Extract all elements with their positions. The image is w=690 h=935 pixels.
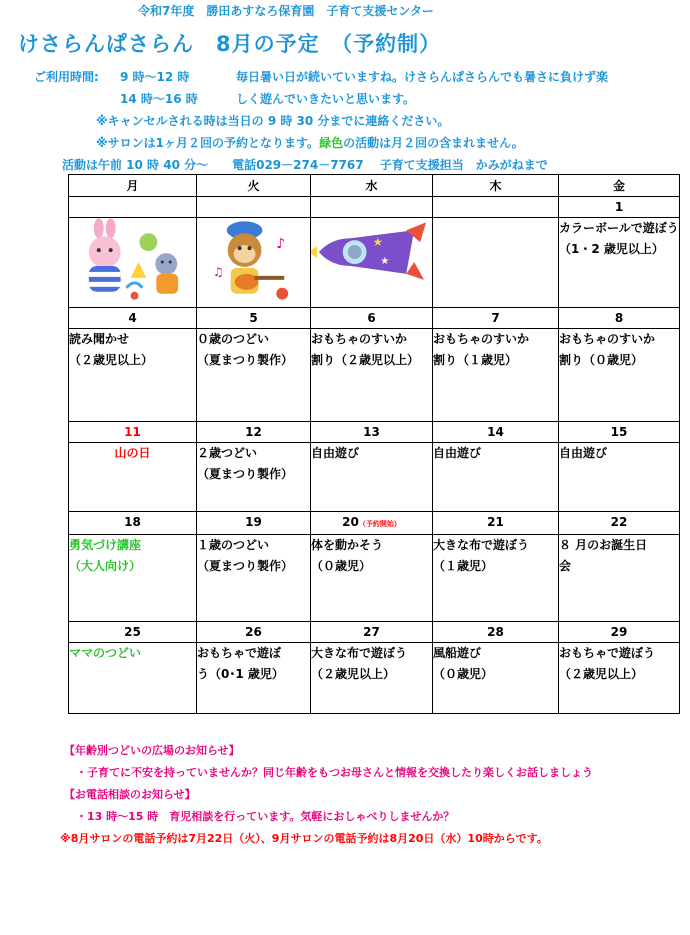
activity-cell-27 bbox=[311, 643, 433, 714]
hours-label: ご利用時間: bbox=[34, 70, 99, 84]
activity-line: おもちゃのすいか bbox=[311, 332, 408, 346]
weekday-thu: 木 bbox=[433, 175, 559, 197]
cancel-note: ※キャンセルされる時は当日の 9 時 30 分までに連絡ください。 bbox=[96, 114, 450, 128]
activity-cell-6 bbox=[311, 329, 433, 422]
date-cell-26: 26 bbox=[197, 622, 311, 643]
activity-line: 割り（２歳児以上） bbox=[311, 353, 420, 367]
svg-text:♫: ♫ bbox=[212, 264, 224, 279]
week-3-activity-row bbox=[69, 443, 680, 512]
activity-line: 割り（０歳児） bbox=[559, 353, 644, 367]
reservation-note: ※8月サロンの電話予約は7月22日（火）、9月サロンの電話予約は8月20日（水）10時からです。 bbox=[60, 832, 548, 845]
date-cell-29: 29 bbox=[559, 622, 680, 643]
hours-morning: 9 時～12 時 bbox=[120, 70, 190, 84]
activity-line: おもちゃのすいか bbox=[559, 332, 656, 346]
activity-cell-14: 自由遊び bbox=[433, 443, 559, 512]
activity-cell-13: 自由遊び bbox=[311, 443, 433, 512]
activity-line: おもちゃで遊ぼう bbox=[559, 646, 656, 660]
week-3-date-row bbox=[69, 422, 680, 443]
activity-cell-12 bbox=[197, 443, 311, 512]
activity-line: ０歳のつどい bbox=[197, 332, 270, 346]
activity-line: （２歳児以上） bbox=[559, 667, 644, 681]
date-cell-14: 14 bbox=[433, 422, 559, 443]
date-cell-19: 19 bbox=[197, 512, 311, 535]
rabbit-illustration bbox=[69, 218, 197, 308]
activity-cell-22 bbox=[559, 535, 680, 622]
week-1-date-row bbox=[69, 197, 680, 218]
activity-line: （夏まつり製作） bbox=[197, 467, 294, 481]
date-cell bbox=[69, 197, 197, 218]
reservation-start-label: （予約開始） bbox=[358, 520, 401, 528]
date-cell-21: 21 bbox=[433, 512, 559, 535]
greeting-line-1: 毎日暑い日が続いていますね。けさらんぱさらんでも暑さに負けず楽 bbox=[236, 70, 609, 84]
page-title: けさらんぱさらん 8月の予定 （予約制） bbox=[18, 32, 442, 56]
salon-note bbox=[96, 134, 524, 151]
date-cell-15: 15 bbox=[559, 422, 680, 443]
activity-cell-18 bbox=[69, 535, 197, 622]
weekday-mon: 月 bbox=[69, 175, 197, 197]
date-cell-7: 7 bbox=[433, 308, 559, 329]
activity-line: （０歳児） bbox=[433, 667, 494, 681]
contact-line: 活動は午前 10 時 40 分～ 電話029－274－7767 子育て支援担当 かみがねまで bbox=[62, 158, 548, 172]
activity-cell bbox=[433, 218, 559, 308]
salon-note-a: ※サロンは1ヶ月２回の予約となります。 bbox=[96, 136, 320, 150]
date-cell bbox=[197, 197, 311, 218]
rocket-illustration bbox=[311, 218, 433, 308]
date-20: 20 bbox=[342, 515, 359, 529]
date-cell-4: 4 bbox=[69, 308, 197, 329]
activity-cell-28 bbox=[433, 643, 559, 714]
date-cell-22: 22 bbox=[559, 512, 680, 535]
phone-consult-text: ・13 時～15 時 育児相談を行っています。気軽におしゃべりしませんか？ bbox=[76, 810, 455, 823]
date-cell-27: 27 bbox=[311, 622, 433, 643]
activity-cell-21 bbox=[433, 535, 559, 622]
activity-line: 会 bbox=[559, 559, 572, 573]
activity-line: ８ 月のお誕生日 bbox=[559, 538, 648, 552]
greeting-line-2: しく遊んでいきたいと思います。 bbox=[236, 92, 416, 106]
weekday-wed: 水 bbox=[311, 175, 433, 197]
week-5-activity-row bbox=[69, 643, 680, 714]
week-2-activity-row bbox=[69, 329, 680, 422]
activity-line: う（0･1 歳児） bbox=[197, 667, 284, 681]
activity-cell-25: ママのつどい bbox=[69, 643, 197, 714]
activity-cell-4 bbox=[69, 329, 197, 422]
activity-line: （夏まつり製作） bbox=[197, 353, 294, 367]
date-cell-20 bbox=[311, 512, 433, 535]
date-cell-1: 1 bbox=[559, 197, 680, 218]
activity-cell-19 bbox=[197, 535, 311, 622]
activity-line: （大人向け） bbox=[69, 559, 142, 573]
salon-note-green: 緑色 bbox=[319, 136, 344, 150]
activity-line: 風船遊び bbox=[433, 646, 482, 660]
week-5-date-row bbox=[69, 622, 680, 643]
holiday-cell-11: 山の日 bbox=[69, 443, 197, 512]
activity-cell-15: 自由遊び bbox=[559, 443, 680, 512]
phone-consult-title: 【お電話相談のお知らせ】 bbox=[64, 788, 196, 801]
activity-line: 読み聞かせ bbox=[69, 332, 130, 346]
activity-line: （２歳児以上） bbox=[69, 353, 154, 367]
organization-name: 令和7年度 勝田あすなろ保育園 子育て支援センター bbox=[138, 4, 434, 18]
activity-cell-26 bbox=[197, 643, 311, 714]
weekday-tue: 火 bbox=[197, 175, 311, 197]
activity-line: （０歳児） bbox=[311, 559, 372, 573]
date-cell-11: 11 bbox=[69, 422, 197, 443]
activity-line: １歳のつどい bbox=[197, 538, 270, 552]
date-cell-18: 18 bbox=[69, 512, 197, 535]
activity-line: おもちゃで遊ぼ bbox=[197, 646, 282, 660]
activity-line: （夏まつり製作） bbox=[197, 559, 294, 573]
activity-line: 大きな布で遊ぼう bbox=[433, 538, 530, 552]
date-cell-12: 12 bbox=[197, 422, 311, 443]
svg-text:♪: ♪ bbox=[276, 236, 286, 253]
age-gathering-text: ・子育てに不安を持っていませんか？同じ年齢をもつお母さんと情報を交換したり楽しくお話しましょう bbox=[76, 766, 593, 779]
date-cell bbox=[311, 197, 433, 218]
date-cell-8: 8 bbox=[559, 308, 680, 329]
date-cell-25: 25 bbox=[69, 622, 197, 643]
rocket-icon bbox=[311, 218, 432, 304]
week-4-activity-row bbox=[69, 535, 680, 622]
week-1-activity-row bbox=[69, 218, 680, 308]
hours-afternoon: 14 時～16 時 bbox=[120, 92, 198, 106]
weekday-fri: 金 bbox=[559, 175, 680, 197]
monkey-guitar-icon bbox=[197, 218, 310, 304]
calendar-table bbox=[68, 174, 680, 714]
activity-line: 大きな布で遊ぼう bbox=[311, 646, 408, 660]
date-cell-5: 5 bbox=[197, 308, 311, 329]
activity-cell-1: カラーボールで遊ぼう（1・2 歳児以上） bbox=[559, 218, 680, 308]
date-cell-13: 13 bbox=[311, 422, 433, 443]
activity-line: おもちゃのすいか bbox=[433, 332, 530, 346]
activity-line: （２歳児以上） bbox=[311, 667, 396, 681]
salon-note-b: の活動は月２回の含まれません。 bbox=[343, 136, 524, 150]
activity-cell-29 bbox=[559, 643, 680, 714]
monkey-illustration bbox=[197, 218, 311, 308]
activity-cell-5 bbox=[197, 329, 311, 422]
weekday-header-row bbox=[69, 175, 680, 197]
svg-text:★: ★ bbox=[380, 255, 390, 267]
activity-line: 割り（１歳児） bbox=[433, 353, 518, 367]
week-2-date-row bbox=[69, 308, 680, 329]
activity-line: 勇気づけ講座 bbox=[69, 538, 142, 552]
activity-line: （１歳児） bbox=[433, 559, 494, 573]
date-cell bbox=[433, 197, 559, 218]
week-4-date-row bbox=[69, 512, 680, 535]
activity-line: 体を動かそう bbox=[311, 538, 384, 552]
activity-cell-20 bbox=[311, 535, 433, 622]
svg-text:★: ★ bbox=[372, 235, 384, 250]
date-cell-28: 28 bbox=[433, 622, 559, 643]
activity-cell-7 bbox=[433, 329, 559, 422]
activity-line: ２歳つどい bbox=[197, 446, 258, 460]
rabbit-painting-icon bbox=[69, 218, 196, 304]
date-cell-6: 6 bbox=[311, 308, 433, 329]
age-gathering-title: 【年齢別つどいの広場のお知らせ】 bbox=[64, 744, 240, 757]
activity-cell-8 bbox=[559, 329, 680, 422]
